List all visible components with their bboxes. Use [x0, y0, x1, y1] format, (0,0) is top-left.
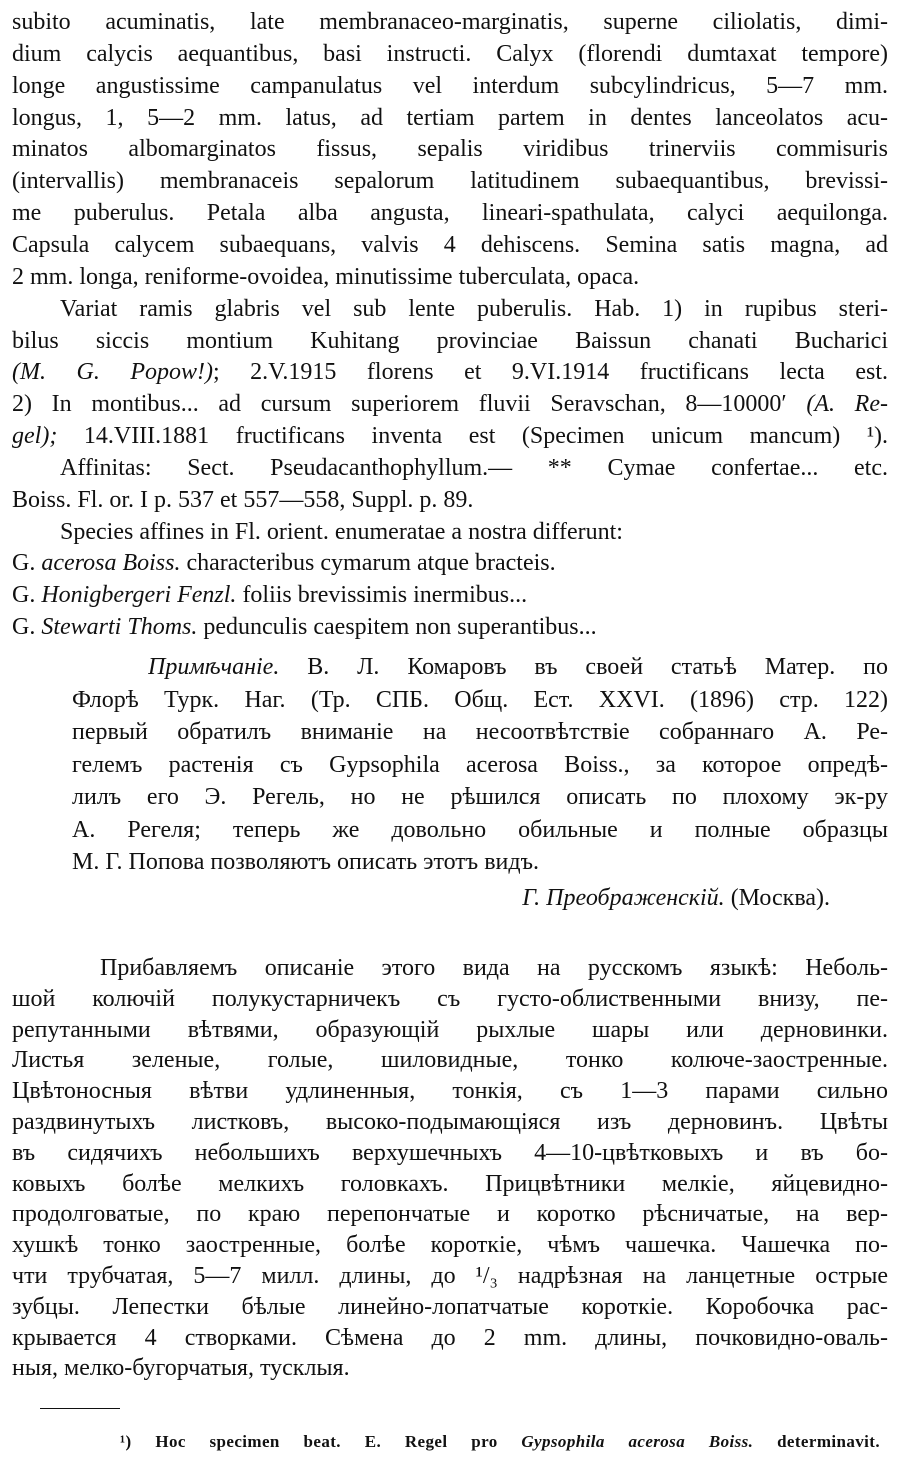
text-line — [12, 356, 888, 388]
text-run: Variat ramis glabris vel sub lente puberulis. Hab. 1) in rupibus steri- — [60, 295, 888, 322]
text-line — [12, 38, 888, 70]
text-run: Цвѣтоносныя вѣтви удлиненныя, тонкія, съ 1—3 парами сильно — [12, 1078, 888, 1105]
text-run: ныя, мелко-бугорчатыя, тусклыя. — [12, 1355, 350, 1382]
text-run: minatos albomarginatos fissus, sepalis viridibus trinerviis commisuris — [12, 136, 888, 163]
text-run: determinavit. — [753, 1432, 880, 1451]
text-run: первый обратилъ вниманіе на несоотвѣтствіе собраннаго А. Ре- — [72, 719, 888, 745]
text-run: G. — [12, 614, 42, 641]
text-line — [12, 547, 888, 579]
text-run: G. — [12, 582, 42, 609]
text-line — [12, 1044, 888, 1076]
text-line — [12, 1229, 888, 1261]
text-line — [72, 749, 888, 781]
text-line — [12, 1198, 888, 1230]
text-line — [12, 1352, 888, 1384]
text-run: G. — [12, 550, 42, 577]
text-line — [120, 1426, 880, 1458]
italic-text: Gypsophila acerosa Boiss. — [521, 1432, 754, 1451]
text-line — [12, 1075, 888, 1107]
text-run: раздвинутыхъ листковъ, высоко-подымающіяся изъ дерновинъ. Цвѣты — [12, 1109, 888, 1135]
text-line — [12, 420, 888, 452]
text-run: Capsula calycem subaequans, valvis 4 dehiscens. Semina satis magna, ad — [12, 231, 888, 258]
text-line — [12, 579, 888, 611]
text-line — [12, 1322, 888, 1354]
italic-text: (M. G. Popow!) — [12, 359, 213, 386]
text-run: лилъ его Э. Регель, но не рѣшился описать по плохому эк-ру — [72, 784, 888, 810]
text-line — [12, 1137, 888, 1169]
text-line — [12, 197, 888, 229]
text-run: subito acuminatis, late membranaceo-marginatis, superne ciliolatis, dimi- — [12, 9, 888, 35]
text-run: bilus siccis montium Kuhitang provinciae Baissun chanati Bucharici — [12, 327, 888, 354]
text-line — [12, 1014, 888, 1046]
text-run: (Москва). — [724, 885, 830, 911]
text-line — [12, 325, 888, 357]
text-run: Флорѣ Турк. Наг. (Тр. СПБ. Общ. Ест. XXVI. (1896) стр. 122) — [72, 686, 888, 713]
text-run: зубцы. Лепестки бѣлые линейно-лопатчатые короткіе. Коробочка рас- — [12, 1293, 888, 1320]
text-line — [12, 1168, 888, 1200]
italic-text: Stewarti Thoms. — [41, 614, 198, 641]
text-line — [60, 516, 888, 548]
text-line — [72, 716, 888, 748]
text-run: longus, 1, 5—2 mm. latus, ad tertiam partem in dentes lanceolatos acu- — [12, 104, 888, 131]
footnote-rule — [40, 1408, 120, 1409]
text-line — [60, 452, 888, 484]
text-line — [12, 70, 888, 102]
text-line — [72, 882, 830, 914]
text-run: чти трубчатая, 5—7 милл. длины, до ¹/₃ надрѣзная на ланцетные острые — [12, 1263, 888, 1289]
text-line — [72, 846, 888, 878]
text-run: 2) In montibus... ad cursum superiorem fluvii Seravschan, 8—10000′ — [12, 391, 807, 418]
text-run: dium calycis aequantibus, basi instructi. Calyx (florendi dumtaxat tempore) — [12, 40, 888, 67]
text-line — [72, 814, 888, 846]
text-line — [148, 651, 888, 683]
text-line — [12, 229, 888, 261]
text-line — [12, 1106, 888, 1138]
text-run: ; 2.V.1915 florens et 9.VI.1914 fructificans lecta est. — [213, 359, 888, 386]
text-run: Species affines in Fl. orient. enumeratae a nostra differunt: — [60, 518, 623, 545]
text-run: шой колючій полукустарничекъ съ густо-облиственными внизу, пе- — [12, 985, 888, 1012]
text-run: Boiss. Fl. or. I p. 537 et 557—558, Suppl. p. 89. — [12, 486, 474, 513]
text-run: В. Л. Комаровъ въ своей статьѣ Матер. по — [279, 654, 888, 680]
text-line — [72, 781, 888, 813]
text-line — [100, 952, 888, 984]
text-run: Прибавляемъ описаніе этого вида на русскомъ языкѣ: Неболь- — [100, 955, 888, 981]
text-run: pedunculis caespitem non superantibus... — [197, 614, 597, 641]
text-run: А. Регеля; теперь же довольно обильные и полные образцы — [72, 816, 888, 843]
text-line — [12, 165, 888, 197]
text-line — [12, 102, 888, 134]
text-run: Affinitas: Sect. Pseudacanthophyllum.— ** Cymae confertae... etc. — [60, 454, 888, 481]
text-run: Листья зеленые, голые, шиловидные, тонко колюче-заостренные. — [12, 1047, 888, 1074]
italic-text: acerosa Boiss. — [41, 550, 181, 577]
italic-text: Honigbergeri Fenzl. — [41, 582, 237, 609]
text-run: репутанными вѣтвями, образующій рыхлые шары или дерновинки. — [12, 1016, 888, 1043]
text-run: 14.VIII.1881 fructificans inventa est (Specimen unicum mancum) ¹). — [57, 423, 888, 450]
italic-text: gel); — [12, 423, 58, 450]
text-run: foliis brevissimis inermibus... — [236, 582, 528, 609]
text-line — [72, 684, 888, 716]
text-line — [12, 484, 888, 516]
text-run: крывается 4 створками. Сѣмена до 2 mm. длины, почковидно-оваль- — [12, 1324, 888, 1351]
text-line — [12, 611, 888, 643]
text-run: me puberulus. Petala alba angusta, lineari-spathulata, calyci aequilonga. — [12, 200, 888, 227]
text-run: longe angustissime campanulatus vel interdum subcylindricus, 5—7 mm. — [12, 72, 888, 99]
text-line — [12, 1291, 888, 1323]
text-line — [12, 1260, 888, 1292]
text-line — [12, 983, 888, 1015]
text-run: characteribus cymarum atque bracteis. — [180, 550, 556, 577]
text-run: въ сидячихъ небольшихъ верхушечныхъ 4—10-цвѣтковыхъ и въ бо- — [12, 1139, 888, 1166]
text-run: (intervallis) membranaceis sepalorum latitudinem subaequantibus, brevissi- — [12, 168, 888, 195]
text-line — [12, 261, 888, 293]
italic-text: (A. Re- — [806, 391, 888, 418]
text-line — [12, 133, 888, 165]
text-run: хушкѣ тонко заостренные, болѣе короткіе, чѣмъ чашечка. Чашечка по- — [12, 1232, 888, 1259]
italic-text: Г. Преображенскій. — [522, 885, 725, 911]
italic-text: Примѣчаніе. — [148, 654, 280, 680]
text-line — [60, 293, 888, 325]
text-run: М. Г. Попова позволяютъ описать этотъ видъ. — [72, 849, 540, 875]
text-run: продолговатые, по краю перепончатые и коротко рѣсничатые, на вер- — [12, 1201, 888, 1228]
text-run: 2 mm. longa, reniforme-ovoidea, minutissime tuberculata, opaca. — [12, 263, 640, 290]
text-line — [12, 388, 888, 420]
text-run: ковыхъ болѣе мелкихъ головкахъ. Прицвѣтники мелкіе, яйцевидно- — [12, 1170, 888, 1197]
text-run: ¹) Hoc specimen beat. E. Regel pro — [120, 1432, 522, 1451]
text-line — [12, 6, 888, 38]
text-run: гелемъ растенія съ Gypsophila acerosa Boiss., за которое опредѣ- — [72, 751, 888, 778]
